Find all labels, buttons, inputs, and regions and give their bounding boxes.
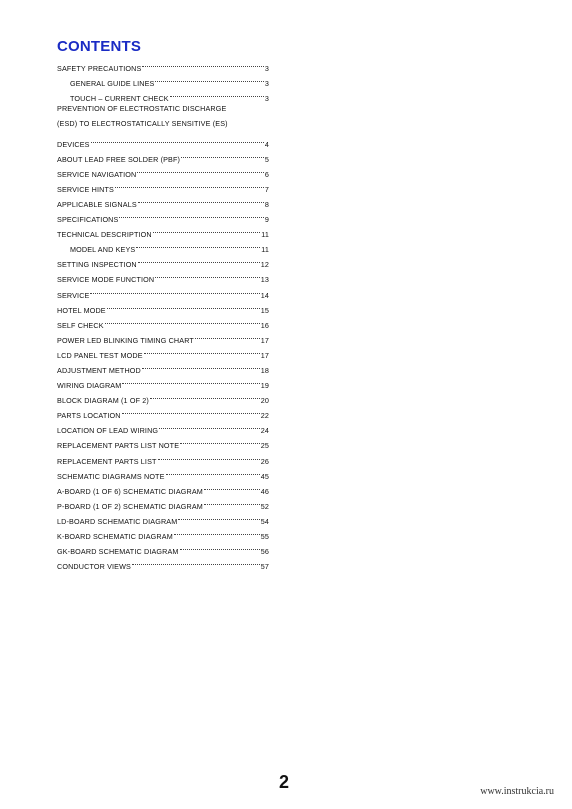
toc-entry-page: 18 — [260, 365, 269, 375]
toc-entry-page: 9 — [264, 215, 269, 225]
toc-entry-page: 7 — [264, 184, 269, 194]
toc-entry — [57, 207, 269, 225]
toc-entry — [57, 433, 269, 451]
toc-entry-label: ADJUSTMENT METHOD — [57, 365, 141, 375]
toc-entry-label: APPLICABLE SIGNALS — [57, 199, 137, 209]
toc-entry-label: TOUCH – CURRENT CHECK — [70, 94, 169, 104]
toc-dot-leader — [119, 207, 263, 222]
toc-entry — [57, 177, 269, 192]
toc-dot-leader — [132, 554, 260, 569]
toc-entry-label: MODEL AND KEYS — [70, 245, 136, 255]
toc-dot-leader — [178, 509, 259, 524]
toc-dot-leader — [91, 131, 264, 146]
toc-entry-page: 3 — [264, 79, 269, 89]
toc-entry-page: 57 — [260, 562, 269, 572]
toc-entry-page: 17 — [260, 350, 269, 360]
toc-entry-page: 13 — [260, 275, 269, 285]
toc-dot-leader — [115, 177, 264, 192]
toc-entry-page: 6 — [264, 169, 269, 179]
toc-entry-label: REPLACEMENT PARTS LIST — [57, 456, 157, 466]
toc-dot-leader — [159, 418, 260, 433]
toc-dot-leader — [155, 267, 259, 282]
toc-entry-label: SERVICE NAVIGATION — [57, 169, 137, 179]
toc-dot-leader — [122, 403, 260, 418]
toc-dot-leader — [150, 388, 260, 403]
toc-entry — [57, 524, 269, 539]
toc-dot-leader — [170, 86, 264, 101]
toc-entry-label: CONDUCTOR VIEWS — [57, 562, 131, 572]
toc-entry-label: POWER LED BLINKING TIMING CHART — [57, 335, 194, 345]
toc-dot-leader — [155, 71, 263, 86]
toc-entry — [57, 237, 269, 255]
toc-entry-page: 54 — [260, 516, 269, 526]
toc-entry — [57, 116, 269, 131]
toc-entry-page: 17 — [260, 335, 269, 345]
toc-dot-leader — [204, 479, 260, 494]
toc-entry-label: A-BOARD (1 OF 6) SCHEMATIC DIAGRAM — [57, 486, 203, 496]
toc-entry-page: 24 — [260, 426, 269, 436]
toc-entry-label: PREVENTION OF ELECTROSTATIC DISCHARGE — [57, 104, 227, 114]
toc-entry-page: 12 — [260, 260, 269, 270]
toc-entry-page: 55 — [260, 532, 269, 541]
toc-entry — [57, 539, 269, 557]
toc-dot-leader — [142, 358, 260, 373]
page-number: 2 — [279, 772, 290, 792]
toc-dot-leader — [136, 237, 260, 252]
toc-entry — [57, 479, 269, 494]
toc-dot-leader — [180, 433, 260, 448]
toc-entry-page: 26 — [260, 456, 269, 466]
toc-entry-page: 25 — [260, 441, 269, 451]
toc-entry-label: LD-BOARD SCHEMATIC DIAGRAM — [57, 516, 178, 526]
toc-entry-page: 8 — [264, 199, 269, 209]
toc-entry — [57, 464, 269, 479]
toc-entry — [57, 373, 269, 391]
toc-dot-leader — [180, 539, 260, 554]
toc-entry — [57, 192, 269, 207]
toc-entry — [57, 101, 269, 116]
toc-entry-page: 16 — [260, 320, 269, 330]
toc-entry-label: DEVICES — [57, 139, 90, 149]
toc-entry — [57, 162, 269, 177]
toc-dot-leader — [122, 373, 259, 388]
toc-entry-page: 3 — [264, 64, 269, 74]
toc-dot-leader — [204, 494, 260, 509]
toc-entry — [57, 313, 269, 328]
toc-entry-page: 45 — [260, 471, 269, 481]
toc-entry-label: SERVICE HINTS — [57, 184, 114, 194]
toc-dot-leader — [174, 524, 260, 539]
toc-entry-label: SAFETY PRECAUTIONS — [57, 64, 142, 74]
toc-entry — [57, 222, 269, 240]
toc-dot-leader — [144, 343, 260, 358]
toc-entry-page: 56 — [260, 547, 269, 557]
toc-entry-page: 5 — [264, 154, 269, 164]
toc-entry-label: K-BOARD SCHEMATIC DIAGRAM — [57, 532, 173, 541]
toc-entry-page: 14 — [260, 290, 269, 300]
toc-entry-page: 52 — [260, 501, 269, 511]
toc-entry-page: 15 — [260, 305, 269, 315]
toc-dot-leader — [181, 147, 264, 162]
toc-dot-leader — [137, 162, 263, 177]
toc-entry — [57, 298, 269, 313]
toc-entry — [57, 494, 269, 509]
toc-entry — [57, 509, 269, 524]
toc-entry-page: 19 — [260, 381, 269, 391]
toc-entry-label: PARTS LOCATION — [57, 411, 121, 421]
toc-entry-label: GK-BOARD SCHEMATIC DIAGRAM — [57, 547, 179, 557]
toc-entry — [57, 358, 269, 373]
page-title: CONTENTS — [57, 38, 142, 55]
toc-entry-page: 11 — [261, 245, 269, 255]
toc-entry — [57, 388, 269, 406]
toc-entry-label: LOCATION OF LEAD WIRING — [57, 426, 159, 436]
toc-entry-page: 20 — [260, 396, 269, 406]
toc-entry — [57, 343, 269, 358]
toc-entry-label: SPECIFICATIONS — [57, 215, 119, 225]
toc-entry — [57, 131, 269, 149]
toc-entry — [57, 71, 269, 89]
toc-entry-label: GENERAL GUIDE LINES — [70, 79, 155, 89]
toc-dot-leader — [105, 313, 260, 328]
toc-dot-leader — [153, 222, 261, 237]
toc-entry — [57, 403, 269, 421]
toc-entry-label: (ESD) TO ELECTROSTATICALLY SENSITIVE (ES) — [57, 119, 228, 129]
toc-entry-label: SERVICE — [57, 290, 90, 300]
table-of-contents — [57, 56, 269, 572]
toc-entry — [57, 147, 269, 162]
toc-entry-label: SETTING INSPECTION — [57, 260, 137, 270]
toc-dot-leader — [166, 464, 260, 479]
toc-dot-leader — [107, 298, 260, 313]
toc-entry — [57, 267, 269, 285]
toc-entry-label: SERVICE MODE FUNCTION — [57, 275, 155, 285]
toc-entry-label: P-BOARD (1 OF 2) SCHEMATIC DIAGRAM — [57, 501, 203, 511]
toc-entry-label: SELF CHECK — [57, 320, 104, 330]
toc-entry-label: WIRING DIAGRAM — [57, 381, 122, 391]
toc-dot-leader — [138, 252, 260, 267]
watermark: www.instrukcia.ru — [480, 786, 554, 797]
toc-dot-leader — [138, 192, 264, 207]
toc-entry — [57, 328, 269, 343]
toc-entry-page: 11 — [261, 230, 269, 240]
toc-entry — [57, 86, 269, 104]
toc-entry — [57, 554, 269, 572]
toc-dot-leader — [195, 328, 260, 343]
toc-entry-label: REPLACEMENT PARTS LIST NOTE — [57, 441, 180, 451]
toc-dot-leader — [90, 282, 259, 297]
toc-entry-label: LCD PANEL TEST MODE — [57, 350, 143, 360]
toc-entry-label: TECHNICAL DESCRIPTION — [57, 230, 152, 240]
toc-entry — [57, 252, 269, 270]
toc-entry-label: BLOCK DIAGRAM (1 OF 2) — [57, 396, 149, 406]
toc-entry — [57, 56, 269, 74]
toc-entry — [57, 448, 269, 466]
toc-entry — [57, 418, 269, 436]
toc-entry-label: SCHEMATIC DIAGRAMS NOTE — [57, 471, 165, 481]
toc-entry-page: 3 — [264, 94, 269, 104]
toc-entry-page: 22 — [260, 411, 269, 421]
toc-entry-label: HOTEL MODE — [57, 305, 106, 315]
toc-dot-leader — [158, 448, 260, 463]
toc-entry-page: 4 — [264, 139, 269, 149]
toc-entry-label: ABOUT LEAD FREE SOLDER (PBF) — [57, 154, 181, 164]
toc-dot-leader — [142, 56, 263, 71]
toc-entry-page: 46 — [260, 486, 269, 496]
toc-entry — [57, 282, 269, 300]
